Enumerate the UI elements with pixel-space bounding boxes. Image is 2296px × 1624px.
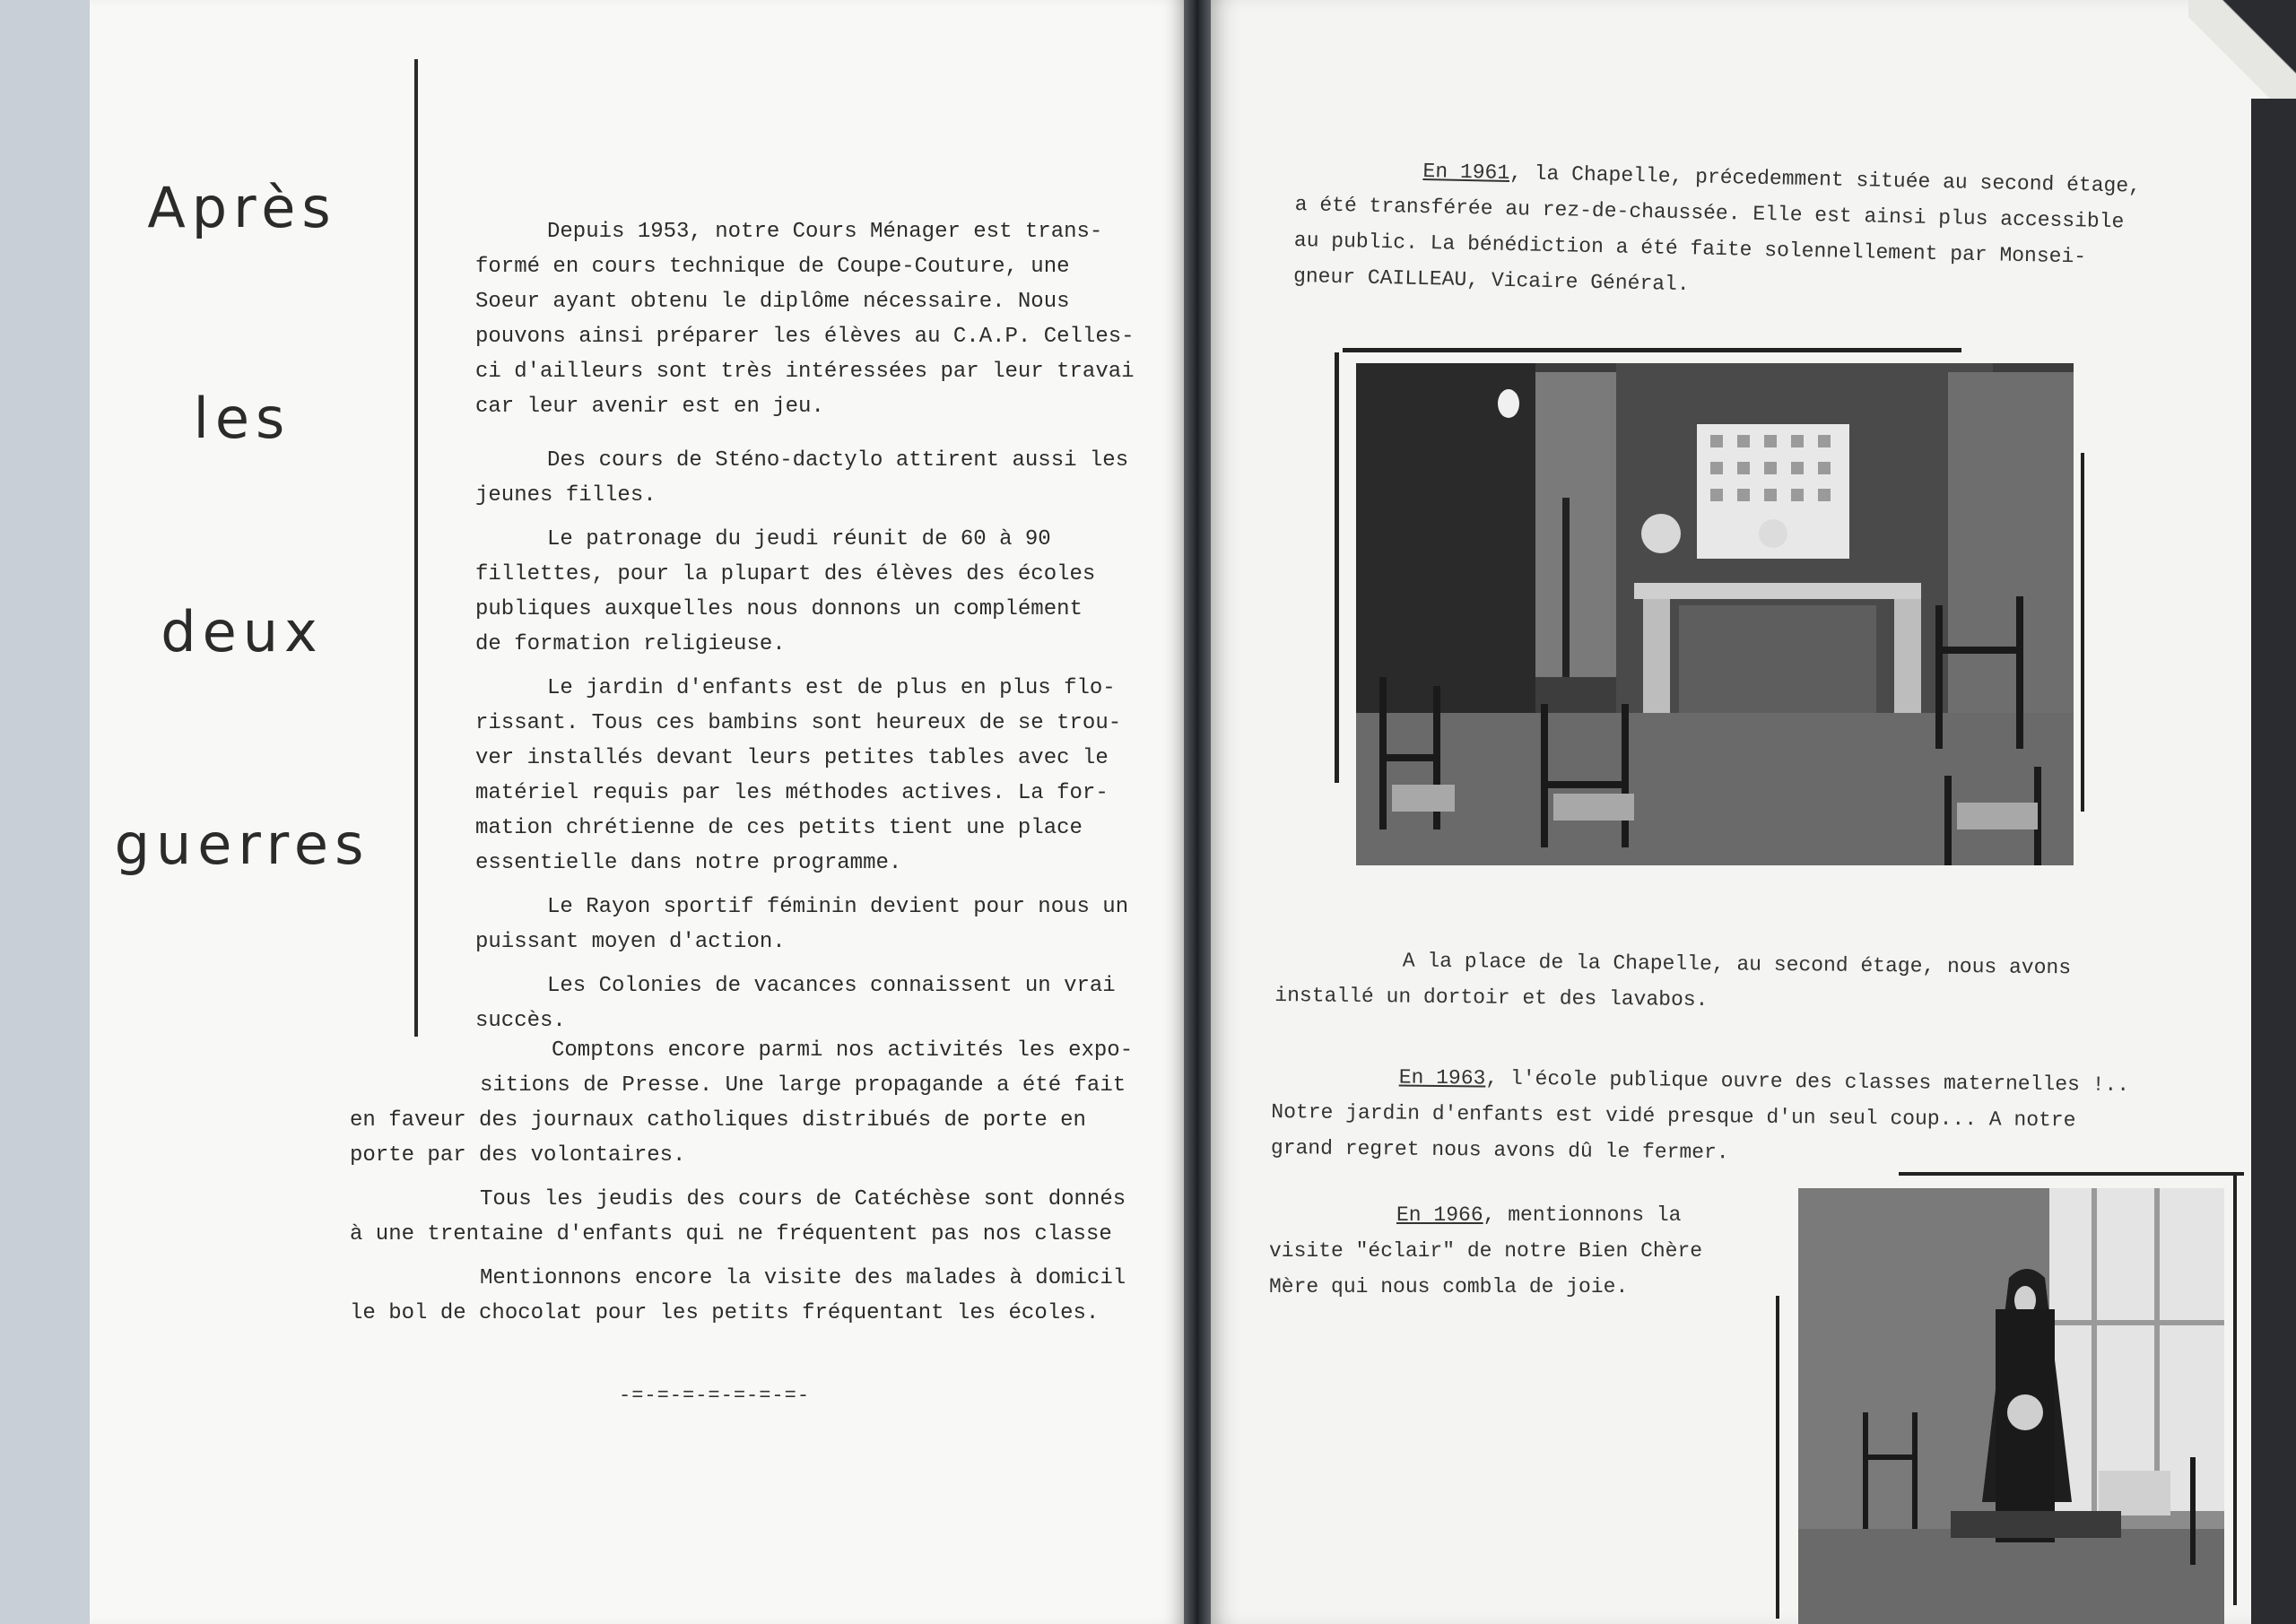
text-line: jeunes filles.: [475, 483, 657, 508]
text-line: , la Chapelle, précedemment située au second étage,: [1509, 161, 2142, 198]
text-line: au public. La bénédiction a été faite solennellement par Monsei-: [1293, 228, 2087, 269]
text-line: mation chrétienne de ces petits tient une place: [475, 816, 1083, 840]
text-line: succès.: [475, 1009, 566, 1033]
text-line: grand regret nous avons dû le fermer.: [1270, 1135, 1729, 1165]
text-line: Des cours de Sténo-dactylo attirent aussi les: [547, 448, 1129, 473]
left-wide-text: [350, 1033, 1184, 1331]
title-word-3: deux: [161, 599, 324, 664]
scanner-margin: [0, 0, 90, 1624]
text-line: Soeur ayant obtenu le diplôme nécessaire. Nous: [475, 290, 1070, 314]
text-line: ci d'ailleurs sont très intéressées par leur travai: [475, 360, 1135, 384]
text-line: en faveur des journaux catholiques distribués de porte en: [350, 1108, 1086, 1133]
text-line: sitions de Presse. Une large propagande a été fait: [480, 1073, 1126, 1098]
photo-frame-line: [2233, 1175, 2237, 1605]
text-line: rissant. Tous ces bambins sont heureux de se trou-: [475, 711, 1122, 735]
text-line: Le patronage du jeudi réunit de 60 à 90: [547, 527, 1051, 551]
text-line: Comptons encore parmi nos activités les expo-: [552, 1038, 1134, 1063]
section-separator: -=-=-=-=-=-=-=-: [619, 1385, 811, 1407]
paragraph-1961: [1293, 151, 2142, 312]
page-curl: [2188, 0, 2296, 99]
text-line: fillettes, pour la plupart des élèves des écoles: [475, 562, 1096, 586]
year-1961: En 1961: [1422, 159, 1510, 185]
text-line: ver installés devant leurs petites tables avec le: [475, 746, 1109, 770]
text-line: , l'école publique ouvre des classes maternelles !..: [1485, 1066, 2130, 1098]
text-line: , mentionnons la: [1483, 1203, 1682, 1227]
text-line: Tous les jeudis des cours de Catéchèse sont donnés: [480, 1187, 1126, 1211]
text-line: A la place de la Chapelle, au second étage, nous avons: [1402, 949, 2072, 980]
text-line: puissant moyen d'action.: [475, 930, 786, 954]
text-line: Depuis 1953, notre Cours Ménager est trans-: [547, 220, 1103, 244]
text-line: Les Colonies de vacances connaissent un vrai: [547, 974, 1116, 998]
title-divider-rule: [414, 59, 418, 1037]
paragraph-1966: [1269, 1197, 1702, 1305]
book-gutter: [1184, 0, 1211, 1624]
paragraph-dortoir: [1274, 942, 2071, 1021]
text-line: gneur CAILLEAU, Vicaire Général.: [1292, 264, 1690, 297]
title-word-1: Après: [147, 175, 337, 240]
photo-frame-line: [1776, 1296, 1779, 1619]
nun-photo-image: [1798, 1188, 2224, 1624]
title-word-2: les: [193, 386, 291, 451]
text-line: a été transférée au rez-de-chaussée. Elle est ainsi plus accessible: [1294, 192, 2125, 234]
text-line: essentielle dans notre programme.: [475, 851, 902, 875]
text-line: Mère qui nous combla de joie.: [1269, 1275, 1629, 1298]
scanner-edge: [2251, 0, 2296, 1624]
text-line: porte par des volontaires.: [350, 1143, 686, 1168]
text-line: à une trentaine d'enfants qui ne fréquentent pas nos classe: [350, 1222, 1112, 1246]
text-line: formé en cours technique de Coupe-Couture, une: [475, 255, 1070, 279]
left-body-text: [475, 204, 1193, 1038]
photo-frame-line: [1343, 348, 1961, 352]
chapel-photo: [1356, 363, 2074, 865]
text-line: publiques auxquelles nous donnons un complément: [475, 597, 1083, 621]
paragraph-1963: [1271, 1058, 2130, 1175]
year-1963: En 1963: [1398, 1065, 1486, 1090]
photo-frame-line: [1335, 352, 1339, 783]
title-word-4: guerres: [114, 812, 370, 877]
text-line: installé un dortoir et des lavabos.: [1274, 983, 1709, 1012]
text-line: le bol de chocolat pour les petits fréquentant les écoles.: [350, 1301, 1100, 1325]
photo-frame-line: [2081, 453, 2084, 812]
text-line: Le Rayon sportif féminin devient pour nous un: [547, 895, 1129, 919]
text-line: matériel requis par les méthodes actives. La for-: [475, 781, 1109, 805]
year-1966: En 1966: [1396, 1203, 1483, 1227]
text-line: car leur avenir est en jeu.: [475, 395, 824, 419]
text-line: Mentionnons encore la visite des malades à domicil: [480, 1266, 1126, 1290]
photo-frame-line: [1899, 1172, 2244, 1176]
text-line: pouvons ainsi préparer les élèves au C.A.P. Celles-: [475, 325, 1135, 349]
nun-photo: [1798, 1188, 2224, 1624]
text-line: de formation religieuse.: [475, 632, 786, 656]
text-line: Notre jardin d'enfants est vidé presque d'un seul coup... A notre: [1271, 1099, 2076, 1133]
text-line: visite "éclair" de notre Bien Chère: [1269, 1239, 1703, 1263]
text-line: Le jardin d'enfants est de plus en plus flo-: [547, 676, 1116, 700]
chapel-photo-image: [1356, 363, 2074, 865]
